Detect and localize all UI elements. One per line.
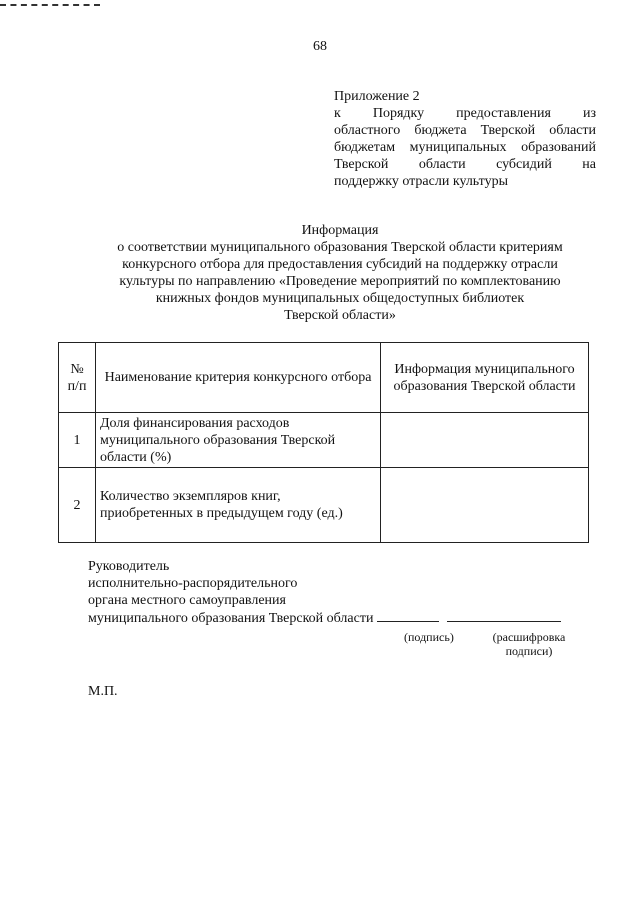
signature-block	[88, 558, 598, 627]
table-row	[59, 413, 589, 468]
header-number	[59, 343, 96, 413]
name-decoding-field[interactable]	[447, 609, 561, 622]
header-number-sign: №	[70, 361, 84, 377]
row-number: 2	[59, 468, 96, 543]
appendix-block	[334, 88, 596, 190]
heading-line: конкурсного отбора для предоставления субсидий на поддержку отрасли	[122, 257, 558, 272]
document-heading	[80, 222, 600, 324]
appendix-title: Приложение 2	[334, 89, 420, 104]
header-municipality-info: Информация муниципального образования Тверской области	[381, 343, 589, 413]
table-header-row	[59, 343, 589, 413]
row-number: 1	[59, 413, 96, 468]
stamp-place: М.П.	[88, 684, 118, 699]
signatory-title-line	[88, 609, 598, 627]
heading-line: культуры по направлению «Проведение мероприятий по комплектованию	[119, 274, 561, 289]
signatory-title-line: органа местного самоуправления	[88, 593, 286, 608]
appendix-line: областного бюджета Тверской области	[334, 123, 596, 138]
heading-line: книжных фондов муниципальных общедоступных библиотек	[155, 291, 525, 306]
appendix-line: поддержку отрасли культуры	[334, 174, 509, 189]
signature-field[interactable]	[377, 609, 439, 622]
appendix-line: бюджетам муниципальных образований	[334, 140, 596, 155]
criterion-info-cell[interactable]	[381, 468, 589, 543]
appendix-line: к Порядку предоставления из	[334, 106, 596, 121]
page-edge-marks	[0, 4, 100, 8]
criterion-info-cell[interactable]	[381, 413, 589, 468]
heading-line: о соответствии муниципального образования Тверской области критериям	[117, 240, 563, 255]
heading-title: Информация	[301, 223, 379, 238]
page-number: 68	[313, 39, 327, 54]
signatory-title-line: исполнительно-распорядительного	[88, 576, 298, 591]
header-number-abbr: п/п	[67, 378, 87, 394]
criteria-table	[58, 342, 589, 543]
appendix-line: Тверской области субсидий на	[334, 157, 596, 172]
signature-caption: (подпись)	[404, 630, 454, 644]
signatory-title-line: Руководитель	[88, 559, 170, 574]
header-criterion-name: Наименование критерия конкурсного отбора	[96, 343, 381, 413]
decoding-caption: (расшифровка подписи)	[492, 630, 566, 658]
signatory-municipality: муниципального образования Тверской области	[88, 611, 374, 626]
criterion-name: Доля финансирования расходов муниципального образования Тверской области (%)	[96, 413, 381, 468]
criterion-name: Количество экземпляров книг, приобретенных в предыдущем году (ед.)	[96, 468, 381, 543]
heading-line: Тверской области»	[284, 308, 396, 323]
table-row	[59, 468, 589, 543]
